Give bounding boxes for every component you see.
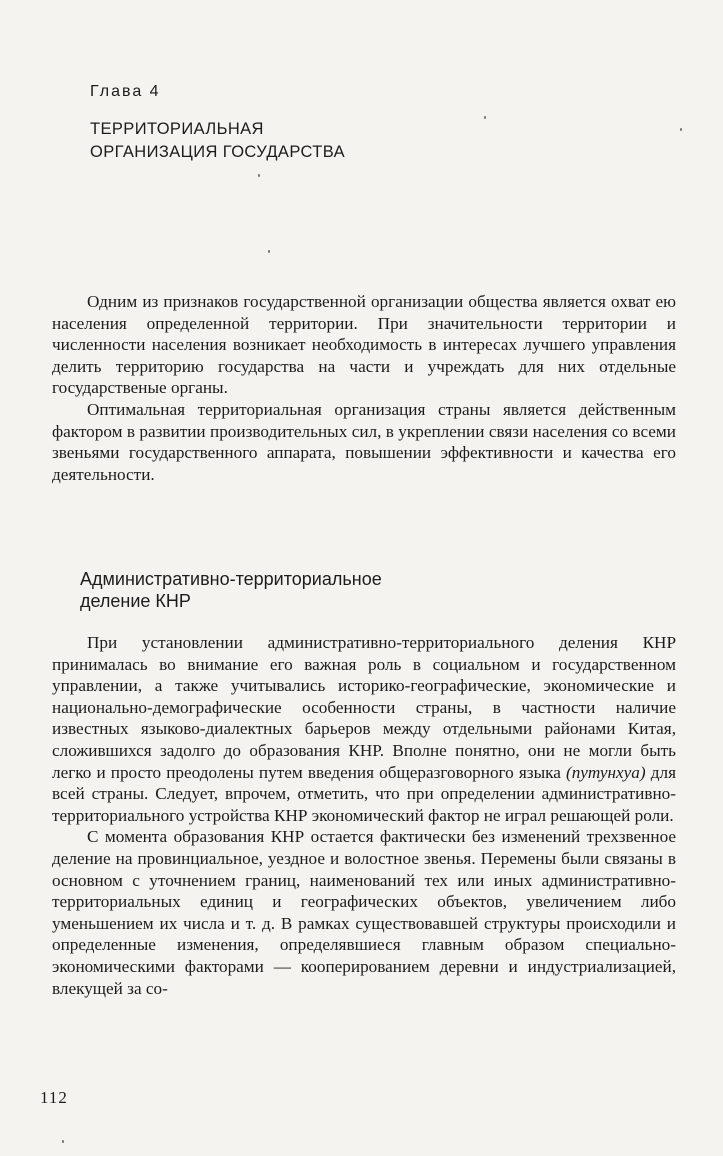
section-heading-line: деление КНР (80, 591, 191, 611)
paragraph-text: При установлении административно-территориального деления КНР принималась во внимание его важная роль в социальном и государственном управлении, а также учитывались историко-географические, экономические и национально-демографические особенности страны, в частности наличие известных языково-диалектных барьеров между отдельными районами Китая, сложившихся задолго до образования КНР. Вполне понятно, они не могли быть легко и просто преодолены путем введения общеразговорного языка (52, 633, 676, 782)
intro-paragraph: Одним из признаков государственной организации общества является охват ею населения определенной территории. При значительности территории и численности населения возникает необходимость в интересах лучшего управления делить территорию государства на части и учреждать для них отдельные государственые органы. (52, 292, 676, 398)
section-body (52, 632, 676, 999)
print-speck (484, 116, 486, 119)
section-heading (80, 568, 382, 612)
chapter-label: Глава 4 (90, 83, 161, 100)
section-heading-line: Административно-территориальное (80, 569, 382, 589)
chapter-title (90, 118, 345, 164)
intro-paragraph: Оптимальная территориальная организация страны является действенным фактором в развитии производительных сил, в укреплении связи населения со всеми звеньями государственного аппарата, повышении эффективности и качества его деятельности. (52, 399, 676, 484)
section-paragraph (52, 632, 676, 826)
section-paragraph: С момента образования КНР остается фактически без изменений трехзвенное деление на провинциальное, уездное и волостное звенья. Перемены были связаны в основном с уточнением границ, наименований тех или иных административно-территориальных единиц и географических объектов, увеличением либо уменьшением их числа и т. д. В рамках существовавшей структуры происходили и определенные изменения, определявшиеся главным образом специально-экономическими факторами — кооперированием деревни и индустриализацией, влекущей за со- (52, 827, 676, 998)
chapter-title-line: ТЕРРИТОРИАЛЬНАЯ (90, 120, 264, 138)
print-speck (258, 174, 260, 177)
paragraph-text: для всей страны. Следует, впрочем, отметить, что при определении административно-территориального устройства КНР экономический фактор не играл решающей роли. (52, 762, 676, 825)
intro-text (52, 291, 676, 485)
italic-term: (путунхуа) (565, 762, 646, 782)
chapter-title-line: ОРГАНИЗАЦИЯ ГОСУДАРСТВА (90, 143, 346, 161)
page-number: 112 (40, 1088, 68, 1107)
print-speck (268, 250, 270, 253)
print-speck (680, 128, 682, 131)
print-speck (62, 1140, 64, 1143)
